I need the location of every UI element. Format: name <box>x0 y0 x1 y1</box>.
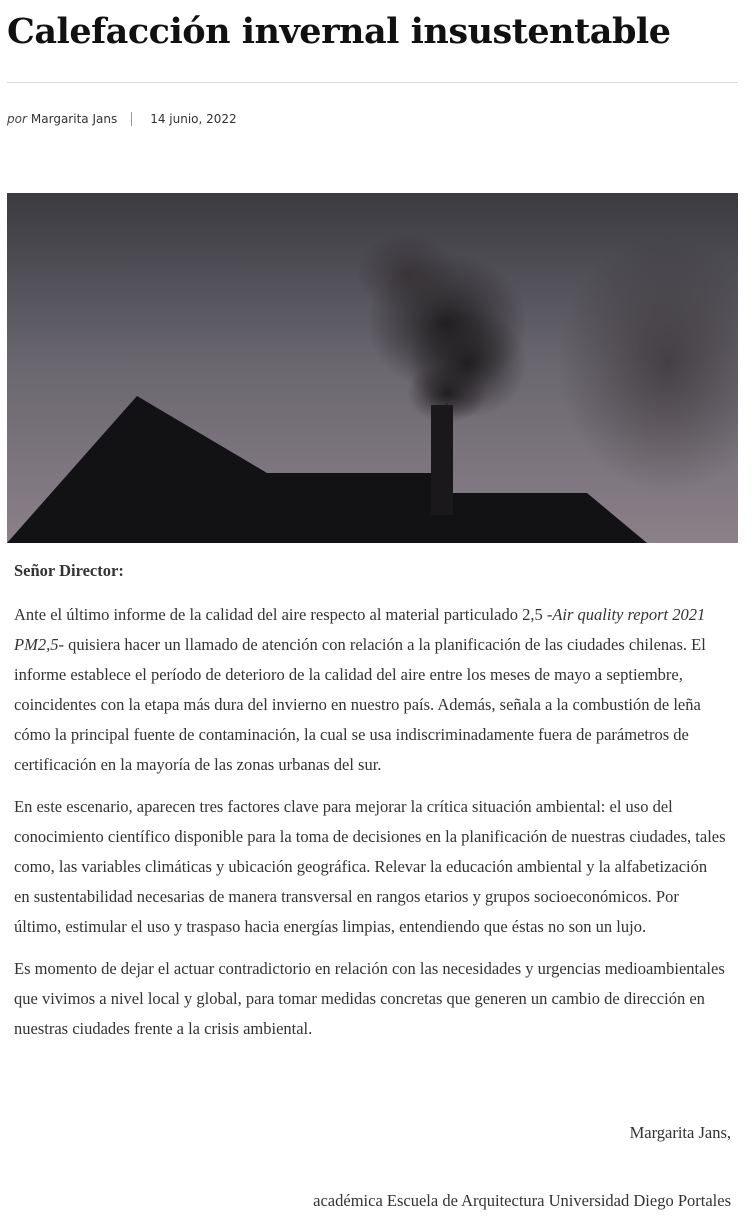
title-divider <box>7 82 738 83</box>
paragraph-1-text-b: - quisiera hacer un llamado de atención con relación a la planificación de las ciudades chilenas. El informe establece el período de deterioro de la calidad del aire entre los meses de mayo a septiembre, coincidentes con la etapa más dura del invierno en nuestro país. Además, señala a la combustión de leña cómo la principal fuente de contaminación, la cual se usa indiscriminadamente fuera de parámetros de certificación en la mayoría de las zonas urbanas del sur. <box>14 635 706 774</box>
paragraph-2: En este escenario, aparecen tres factores clave para mejorar la crítica situación ambiental: el uso del conocimiento científico disponible para la toma de decisiones en la planificación de nuestras ciudades, tales como, las variables climáticas y ubicación geográfica. Relevar la educación ambiental y la alfabetización en sustentabilidad necesarias de manera transversal en rangos etarios y grupos socioeconómicos. Por último, estimular el uso y traspaso hacia energías limpias, entendiendo que éstas no son un lujo. <box>14 797 726 936</box>
paragraph-1 <box>14 600 726 780</box>
paragraph-3: Es momento de dejar el actuar contradictorio en relación con las necesidades y urgencias medioambientales que vivimos a nivel local y global, para tomar medidas concretas que generen un cambio de dirección en nuestras ciudades frente a la crisis ambiental. <box>14 959 725 1038</box>
paragraph-1-text-a: Ante el último informe de la calidad del aire respecto al material particulado 2,5 - <box>14 605 553 624</box>
by-prefix: por <box>7 112 27 126</box>
salutation: Señor Director: <box>14 561 124 580</box>
byline <box>7 110 237 128</box>
signature-affiliation: académica Escuela de Arquitectura Universidad Diego Portales <box>313 1191 731 1210</box>
article-body <box>14 556 726 1056</box>
byline-separator <box>131 112 132 126</box>
publish-date: 14 junio, 2022 <box>150 112 237 126</box>
signature-name: Margarita Jans, <box>629 1123 731 1142</box>
article-title: Calefacción invernal insustentable <box>7 11 671 52</box>
author-link[interactable]: Margarita Jans <box>30 112 118 126</box>
report-title-italic: Air quality report 2021 PM2,5 <box>14 605 706 654</box>
hero-image-chimney-smoke <box>7 193 738 543</box>
